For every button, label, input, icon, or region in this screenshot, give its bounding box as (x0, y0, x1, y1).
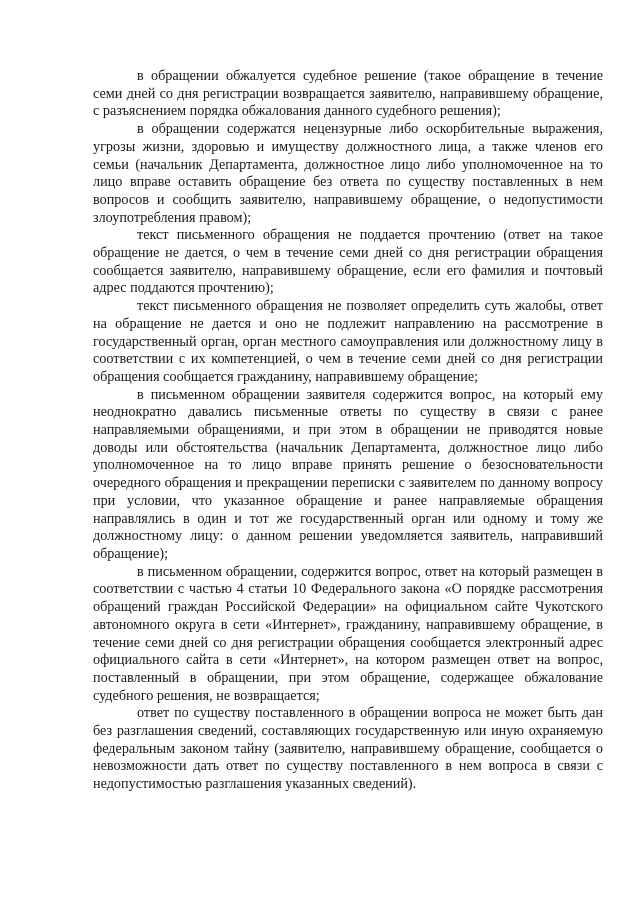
paragraph-repeated-question: в письменном обращении заявителя содержится вопрос, на который ему неоднократно давались письменные ответы по существу в связи с ранее направляемыми обращениями, и при этом в обращении не приводятся новые доводы или обстоятельства (начальник Департамента, должностное лицо либо уполномоченное на то лицо вправе принять решение о безосновательности очередного обращения и прекращении переписки с заявителем по данному вопросу при условии, что указанное обращение и ранее направляемые обращения направлялись в один и тот же государственный орган или одному и тому же должностному лицу: о данном решении уведомляется заявитель, направивший обращение); (93, 386, 603, 562)
paragraph-state-secret: ответ по существу поставленного в обращении вопроса не может быть дан без разглашения сведений, составляющих государственную или иную охраняемую федеральным законом тайну (заявителю, направившему обращение, сообщается о невозможности дать ответ по существу поставленного в нем вопроса в связи с недопустимостью разглашения указанных сведений). (93, 705, 603, 793)
paragraph-undefined-complaint: текст письменного обращения не позволяет определить суть жалобы, ответ на обращение не дается и оно не подлежит направлению на рассмотрение в государственный орган, орган местного самоуправления или должностному лицу в соответствии с их компетенцией, о чем в течение семи дней со дня регистрации обращения сообщается гражданину, направившему обращение; (93, 298, 603, 385)
document-body (93, 68, 603, 794)
paragraph-court-decision: в обращении обжалуется судебное решение (такое обращение в течение семи дней со дня регистрации возвращается заявителю, направившему обращение, с разъяснением порядка обжалования данного судебного решения); (93, 68, 603, 120)
paragraph-published-answer: в письменном обращении, содержится вопрос, ответ на который размещен в соответствии с частью 4 статьи 10 Федерального закона «О порядке рассмотрения обращений граждан Российской Федерации» на официальном сайте Чукотского автономного округа в сети «Интернет», гражданину, направившему обращение, в течение семи дней со дня регистрации обращения сообщается электронный адрес официального сайта в сети «Интернет», на котором размещен ответ на вопрос, поставленный в обращении, при этом обращение, содержащее обжалование судебного решения, не возвращается; (93, 563, 603, 704)
paragraph-offensive-language: в обращении содержатся нецензурные либо оскорбительные выражения, угрозы жизни, здоровью и имуществу должностного лица, а также членов его семьи (начальник Департамента, должностное лицо либо уполномоченное на то лицо вправе оставить обращение без ответа по существу поставленных в нем вопросов и сообщить заявителю, направившему обращение, о недопустимости злоупотребления правом); (93, 121, 603, 226)
paragraph-unreadable-text: текст письменного обращения не поддается прочтению (ответ на такое обращение не дается, о чем в течение семи дней со дня регистрации обращения сообщается заявителю, направившему обращение, если его фамилия и почтовый адрес поддаются прочтению); (93, 227, 603, 297)
